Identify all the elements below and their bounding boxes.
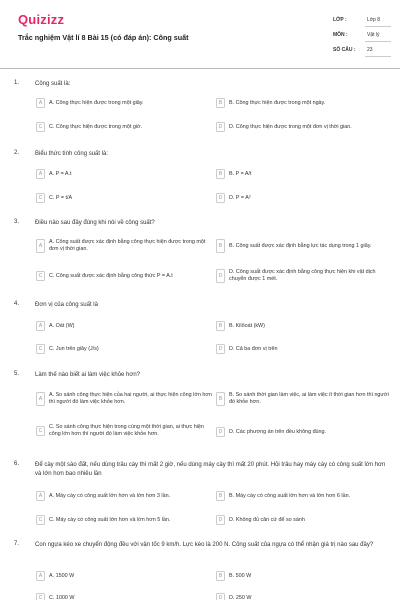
option-letter: B bbox=[216, 571, 225, 581]
option-letter: B bbox=[216, 98, 225, 108]
question-text: Biểu thức tính công suất là: bbox=[35, 151, 109, 157]
answer-option-c[interactable] bbox=[36, 343, 214, 355]
answer-option-c[interactable] bbox=[36, 270, 214, 282]
question-number: 4. bbox=[14, 301, 20, 307]
answer-option-c[interactable] bbox=[36, 514, 214, 526]
option-text: A. Công suất được xác định bằng công thực hiện được trong một đơn vị thời gian. bbox=[49, 239, 206, 252]
question-text: Đơn vị của công suất là bbox=[35, 302, 98, 308]
meta-subject-label: MÔN : bbox=[333, 32, 348, 38]
option-letter: D bbox=[216, 269, 225, 283]
option-text: C. P = t/A bbox=[49, 194, 73, 201]
option-letter: B bbox=[216, 239, 225, 253]
question-number: 1. bbox=[14, 80, 20, 86]
option-letter: D bbox=[216, 593, 225, 600]
question-text: Để cày một sào đất, nếu dùng trâu cày thì mất 2 giờ, nếu dùng máy cày thì mất 20 phút. Hỏi trâu hay máy cày có công suất lớn hơn và lớn hơn bao nhiêu lần bbox=[35, 462, 386, 477]
option-text: D. Công suất được xác định bằng công thực hiện khi vật dịch chuyển được 1 mét. bbox=[229, 269, 376, 282]
worksheet-title: Trắc nghiệm Vật lí 8 Bài 15 (có đáp án): Công suất bbox=[18, 33, 189, 42]
option-text: C. 1000 W bbox=[49, 594, 75, 600]
option-text: B. Công suất được xác định bằng lực tác dụng trong 1 giây. bbox=[229, 242, 372, 249]
option-text: D. P = A² bbox=[229, 194, 251, 201]
question-text: Công suất là: bbox=[35, 81, 71, 87]
answer-option-a[interactable] bbox=[36, 236, 214, 256]
quizizz-logo: Quizizz bbox=[18, 12, 65, 27]
option-text: D. 250 W bbox=[229, 594, 252, 600]
option-letter: C bbox=[36, 515, 45, 525]
meta-line bbox=[365, 56, 391, 57]
option-text: B. P = A/t bbox=[229, 170, 252, 177]
option-text: D. Cả ba đơn vị trên bbox=[229, 345, 278, 352]
answer-option-b[interactable] bbox=[216, 490, 394, 502]
answer-option-c[interactable] bbox=[36, 417, 214, 445]
option-text: A. So sánh công thực hiện của hai người, ai thực hiện công lớn hơn thì người đó làm việc khỏe hơn. bbox=[49, 392, 212, 405]
meta-line bbox=[365, 41, 391, 42]
answer-option-d[interactable] bbox=[216, 266, 394, 286]
option-letter: D bbox=[216, 122, 225, 132]
answer-option-d[interactable] bbox=[216, 121, 394, 133]
answer-option-b[interactable] bbox=[216, 389, 394, 409]
option-letter: C bbox=[36, 344, 45, 354]
option-text: B. Kilôoát (kW) bbox=[229, 322, 265, 329]
meta-count-label: SỐ CÂU : bbox=[333, 47, 356, 53]
option-text: C. Jun trên giây (J/s) bbox=[49, 345, 99, 352]
option-letter: C bbox=[36, 426, 45, 436]
option-letter: B bbox=[216, 491, 225, 501]
option-letter: B bbox=[216, 392, 225, 406]
question-text: Làm thế nào biết ai làm việc khỏe hơn? bbox=[35, 372, 140, 378]
answer-option-d[interactable] bbox=[216, 514, 394, 526]
worksheet-header bbox=[0, 0, 400, 64]
option-letter: A bbox=[36, 392, 45, 406]
option-text: A. Công thực hiện được trong một giây. bbox=[49, 99, 144, 106]
option-letter: B bbox=[216, 169, 225, 179]
option-text: C. Công suất được xác định bằng công thức P = A.t bbox=[49, 272, 173, 279]
option-text: A. Máy cày có công suất lớn hơn và lớn hơn 3 lần. bbox=[49, 492, 171, 499]
answer-option-b[interactable] bbox=[216, 320, 394, 332]
option-letter: A bbox=[36, 98, 45, 108]
option-text: A. 1500 W bbox=[49, 572, 75, 579]
option-text: C. Công thực hiện được trong một giờ. bbox=[49, 123, 143, 130]
answer-option-a[interactable] bbox=[36, 389, 214, 409]
answer-option-b[interactable] bbox=[216, 168, 394, 180]
question-text: Con ngựa kéo xe chuyển động đều với vận tốc 9 km/h. Lực kéo là 200 N. Công suất của ngựa có thể nhận giá trị nào sau đây? bbox=[35, 542, 374, 548]
option-letter: D bbox=[216, 515, 225, 525]
answer-option-c[interactable] bbox=[36, 592, 214, 600]
option-letter: C bbox=[36, 271, 45, 281]
meta-count bbox=[333, 45, 391, 57]
option-letter: A bbox=[36, 321, 45, 331]
meta-grade-label: LỚP : bbox=[333, 17, 347, 23]
option-letter: C bbox=[36, 122, 45, 132]
meta-subject bbox=[333, 30, 391, 42]
answer-option-d[interactable] bbox=[216, 426, 394, 438]
option-text: B. So sánh thời gian làm việc, ai làm việc ít thời gian hơn thì người đó khỏe hơn. bbox=[229, 392, 389, 405]
meta-count-value: 23 bbox=[367, 47, 373, 53]
option-text: B. Công thực hiện được trong một ngày. bbox=[229, 99, 326, 106]
option-letter: D bbox=[216, 193, 225, 203]
question-number: 5. bbox=[14, 371, 20, 377]
option-letter: C bbox=[36, 593, 45, 600]
option-letter: A bbox=[36, 491, 45, 501]
meta-grade bbox=[333, 15, 391, 27]
question-text: Điều nào sau đây đúng khi nói về công suất? bbox=[35, 220, 155, 226]
option-text: B. 500 W bbox=[229, 572, 252, 579]
header-divider bbox=[0, 68, 400, 69]
option-letter: D bbox=[216, 427, 225, 437]
answer-option-b[interactable] bbox=[216, 570, 394, 582]
answer-option-a[interactable] bbox=[36, 168, 214, 180]
option-text: D. Không đủ căn cứ để so sánh bbox=[229, 516, 305, 523]
answer-option-c[interactable] bbox=[36, 121, 214, 133]
meta-line bbox=[365, 26, 391, 27]
option-text: D. Công thực hiện được trong một đơn vị thời gian. bbox=[229, 123, 352, 130]
option-text: A. Oát (W) bbox=[49, 322, 75, 329]
meta-subject-value: Vật lý bbox=[367, 32, 380, 38]
question-number: 3. bbox=[14, 219, 20, 225]
option-letter: A bbox=[36, 169, 45, 179]
answer-option-b[interactable] bbox=[216, 97, 394, 109]
meta-grade-value: Lớp 8 bbox=[367, 17, 381, 23]
question-number: 6. bbox=[14, 461, 20, 467]
answer-option-c[interactable] bbox=[36, 192, 214, 204]
option-text: B. Máy cày có công suất lớn hơn và lớn hơn 6 lần. bbox=[229, 492, 351, 499]
option-text: D. Các phương án trên đều không đúng. bbox=[229, 428, 327, 435]
answer-option-d[interactable] bbox=[216, 592, 394, 600]
answer-option-a[interactable] bbox=[36, 320, 214, 332]
option-text: C. So sánh công thực hiện trong cùng một thời gian, ai thực hiện công lớn hơn thì người đó làm việc khỏe hơn. bbox=[49, 424, 204, 437]
option-letter: B bbox=[216, 321, 225, 331]
option-text: A. P = A.t bbox=[49, 170, 72, 177]
option-text: C. Máy cày có công suất lớn hơn và lớn hơn 5 lần. bbox=[49, 516, 171, 523]
question-number: 2. bbox=[14, 150, 20, 156]
option-letter: A bbox=[36, 239, 45, 253]
answer-option-d[interactable] bbox=[216, 343, 394, 355]
answer-option-a[interactable] bbox=[36, 570, 214, 582]
option-letter: D bbox=[216, 344, 225, 354]
answer-option-d[interactable] bbox=[216, 192, 394, 204]
answer-option-b[interactable] bbox=[216, 236, 394, 256]
answer-option-a[interactable] bbox=[36, 490, 214, 502]
option-letter: C bbox=[36, 193, 45, 203]
question-number: 7. bbox=[14, 541, 20, 547]
option-letter: A bbox=[36, 571, 45, 581]
answer-option-a[interactable] bbox=[36, 97, 214, 109]
